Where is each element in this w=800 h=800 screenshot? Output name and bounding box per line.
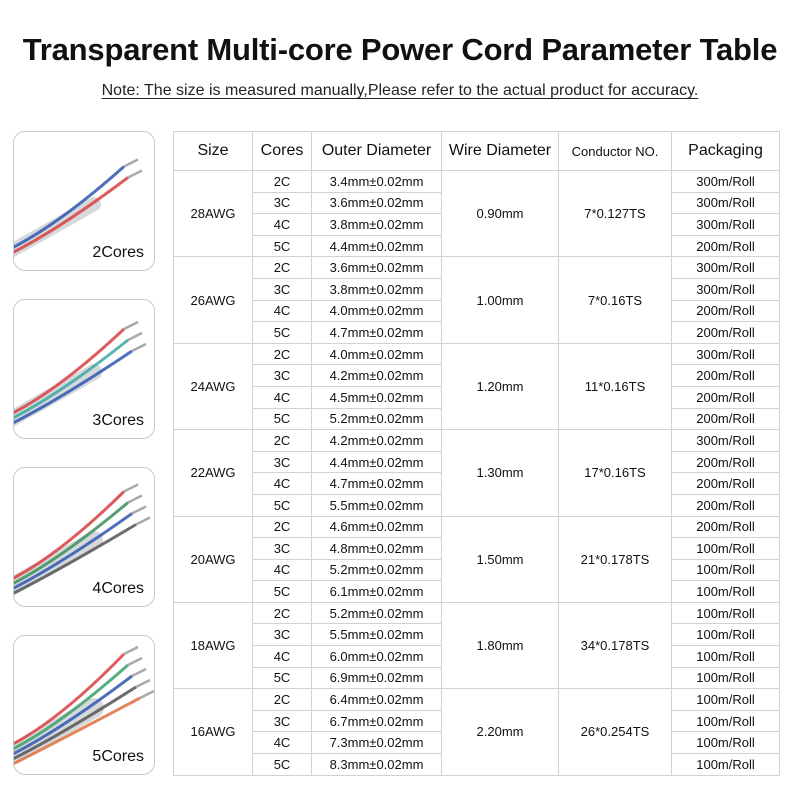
outer-diameter-cell: 3.4mm±0.02mm [312, 171, 442, 193]
packaging-cell: 200m/Roll [672, 408, 780, 430]
packaging-cell: 200m/Roll [672, 473, 780, 495]
packaging-cell: 100m/Roll [672, 538, 780, 560]
packaging-cell: 100m/Roll [672, 732, 780, 754]
packaging-cell: 300m/Roll [672, 214, 780, 236]
cores-cell: 3C [253, 710, 312, 732]
cable-wire [14, 665, 128, 751]
header-conductor-no: Conductor NO. [559, 132, 672, 171]
wire-diameter-cell: 0.90mm [442, 171, 559, 257]
wire-tip [132, 507, 146, 514]
wire-tip [136, 680, 150, 687]
outer-diameter-cell: 5.5mm±0.02mm [312, 624, 442, 646]
cores-cell: 4C [253, 473, 312, 495]
cores-cell: 3C [253, 278, 312, 300]
cores-cell: 2C [253, 516, 312, 538]
outer-diameter-cell: 6.4mm±0.02mm [312, 689, 442, 711]
cores-cell: 3C [253, 192, 312, 214]
outer-diameter-cell: 3.6mm±0.02mm [312, 257, 442, 279]
packaging-cell: 100m/Roll [672, 602, 780, 624]
outer-diameter-cell: 6.1mm±0.02mm [312, 581, 442, 603]
packaging-cell: 100m/Roll [672, 646, 780, 668]
packaging-cell: 300m/Roll [672, 430, 780, 452]
thumbnail-label: 4Cores [92, 580, 144, 597]
outer-diameter-cell: 5.5mm±0.02mm [312, 494, 442, 516]
wire-diameter-cell: 1.50mm [442, 516, 559, 602]
size-cell: 28AWG [174, 171, 253, 257]
packaging-cell: 100m/Roll [672, 581, 780, 603]
cores-cell: 5C [253, 754, 312, 776]
size-cell: 20AWG [174, 516, 253, 602]
outer-diameter-cell: 4.4mm±0.02mm [312, 235, 442, 257]
header-cores: Cores [253, 132, 312, 171]
cable-wire [14, 514, 132, 591]
wire-tip [140, 691, 154, 698]
conductor-cell: 7*0.16TS [559, 257, 672, 343]
cores-cell: 4C [253, 214, 312, 236]
wire-diameter-cell: 1.80mm [442, 602, 559, 688]
cores-cell: 2C [253, 343, 312, 365]
packaging-cell: 200m/Roll [672, 300, 780, 322]
size-cell: 26AWG [174, 257, 253, 343]
outer-diameter-cell: 4.4mm±0.02mm [312, 451, 442, 473]
table-row [174, 257, 780, 279]
outer-diameter-cell: 5.2mm±0.02mm [312, 408, 442, 430]
cores-cell: 3C [253, 624, 312, 646]
outer-diameter-cell: 6.7mm±0.02mm [312, 710, 442, 732]
thumbnail-card [13, 299, 155, 439]
outer-diameter-cell: 4.2mm±0.02mm [312, 365, 442, 387]
conductor-cell: 7*0.127TS [559, 171, 672, 257]
header-packaging: Packaging [672, 132, 780, 171]
outer-diameter-cell: 4.8mm±0.02mm [312, 538, 442, 560]
conductor-cell: 34*0.178TS [559, 602, 672, 688]
cable-wire [14, 329, 124, 415]
header-outer-diameter: Outer Diameter [312, 132, 442, 171]
cores-cell: 4C [253, 559, 312, 581]
outer-diameter-cell: 4.7mm±0.02mm [312, 322, 442, 344]
packaging-cell: 100m/Roll [672, 710, 780, 732]
page-title: Transparent Multi-core Power Cord Parameter Table [22, 32, 778, 67]
outer-diameter-cell: 3.6mm±0.02mm [312, 192, 442, 214]
outer-diameter-cell: 6.0mm±0.02mm [312, 646, 442, 668]
outer-diameter-cell: 4.0mm±0.02mm [312, 343, 442, 365]
table-row [174, 430, 780, 452]
wire-tip [124, 485, 138, 492]
wire-tip [132, 344, 146, 351]
cores-cell: 4C [253, 300, 312, 322]
wire-tip [124, 647, 138, 654]
thumbnail-card [13, 635, 155, 775]
cores-cell: 2C [253, 602, 312, 624]
cores-cell: 2C [253, 430, 312, 452]
cores-cell: 4C [253, 646, 312, 668]
wire-tip [128, 658, 142, 665]
outer-diameter-cell: 3.8mm±0.02mm [312, 278, 442, 300]
cores-cell: 5C [253, 322, 312, 344]
packaging-cell: 100m/Roll [672, 559, 780, 581]
packaging-cell: 200m/Roll [672, 516, 780, 538]
cores-cell: 5C [253, 235, 312, 257]
outer-diameter-cell: 5.2mm±0.02mm [312, 559, 442, 581]
thumbnail-label: 5Cores [92, 748, 144, 765]
parameter-table [173, 131, 780, 776]
outer-diameter-cell: 4.6mm±0.02mm [312, 516, 442, 538]
outer-diameter-cell: 6.9mm±0.02mm [312, 667, 442, 689]
cores-cell: 2C [253, 257, 312, 279]
conductor-cell: 11*0.16TS [559, 343, 672, 429]
packaging-cell: 100m/Roll [672, 754, 780, 776]
table-row [174, 343, 780, 365]
wire-diameter-cell: 1.00mm [442, 257, 559, 343]
header-size: Size [174, 132, 253, 171]
thumbnail-label: 3Cores [92, 412, 144, 429]
packaging-cell: 200m/Roll [672, 451, 780, 473]
packaging-cell: 200m/Roll [672, 386, 780, 408]
outer-diameter-cell: 4.0mm±0.02mm [312, 300, 442, 322]
size-cell: 24AWG [174, 343, 253, 429]
size-cell: 16AWG [174, 689, 253, 775]
packaging-cell: 100m/Roll [672, 624, 780, 646]
wire-tip [124, 322, 138, 329]
cable-wire [14, 492, 124, 581]
outer-diameter-cell: 3.8mm±0.02mm [312, 214, 442, 236]
cable-sheath [14, 372, 94, 420]
table-row [174, 602, 780, 624]
thumbnail-card [13, 131, 155, 271]
cores-cell: 2C [253, 689, 312, 711]
table-row [174, 171, 780, 193]
table-body [174, 171, 780, 776]
cores-cell: 3C [253, 538, 312, 560]
conductor-cell: 26*0.254TS [559, 689, 672, 775]
cable-wire [14, 167, 124, 250]
wire-tip [136, 518, 150, 525]
packaging-cell: 300m/Roll [672, 192, 780, 214]
thumbnail-label: 2Cores [92, 244, 144, 261]
wire-tip [128, 171, 142, 178]
size-cell: 18AWG [174, 602, 253, 688]
packaging-cell: 300m/Roll [672, 171, 780, 193]
cores-cell: 5C [253, 581, 312, 603]
table-row [174, 689, 780, 711]
size-cell: 22AWG [174, 430, 253, 516]
outer-diameter-cell: 7.3mm±0.02mm [312, 732, 442, 754]
packaging-cell: 100m/Roll [672, 689, 780, 711]
header-wire-diameter: Wire Diameter [442, 132, 559, 171]
measurement-note [0, 82, 800, 100]
cores-cell: 5C [253, 494, 312, 516]
outer-diameter-cell: 8.3mm±0.02mm [312, 754, 442, 776]
cores-cell: 4C [253, 386, 312, 408]
wire-diameter-cell: 1.20mm [442, 343, 559, 429]
thumbnail-card [13, 467, 155, 607]
table-row [174, 516, 780, 538]
wire-tip [124, 160, 138, 167]
outer-diameter-cell: 4.2mm±0.02mm [312, 430, 442, 452]
conductor-cell: 21*0.178TS [559, 516, 672, 602]
wire-tip [128, 496, 142, 503]
cores-cell: 4C [253, 732, 312, 754]
packaging-cell: 100m/Roll [672, 667, 780, 689]
table-header-row [174, 132, 780, 171]
packaging-cell: 300m/Roll [672, 278, 780, 300]
cores-cell: 2C [253, 171, 312, 193]
cores-cell: 3C [253, 365, 312, 387]
packaging-cell: 200m/Roll [672, 365, 780, 387]
packaging-cell: 200m/Roll [672, 494, 780, 516]
note-text: Note: The size is measured manually,Please refer to the actual product for accuracy. [101, 82, 699, 99]
wire-tip [128, 333, 142, 340]
outer-diameter-cell: 4.5mm±0.02mm [312, 386, 442, 408]
cores-cell: 5C [253, 408, 312, 430]
cores-cell: 5C [253, 667, 312, 689]
outer-diameter-cell: 5.2mm±0.02mm [312, 602, 442, 624]
packaging-cell: 200m/Roll [672, 322, 780, 344]
packaging-cell: 200m/Roll [672, 235, 780, 257]
conductor-cell: 17*0.16TS [559, 430, 672, 516]
packaging-cell: 300m/Roll [672, 257, 780, 279]
wire-diameter-cell: 2.20mm [442, 689, 559, 775]
wire-tip [132, 669, 146, 676]
outer-diameter-cell: 4.7mm±0.02mm [312, 473, 442, 495]
cores-cell: 3C [253, 451, 312, 473]
packaging-cell: 300m/Roll [672, 343, 780, 365]
wire-diameter-cell: 1.30mm [442, 430, 559, 516]
